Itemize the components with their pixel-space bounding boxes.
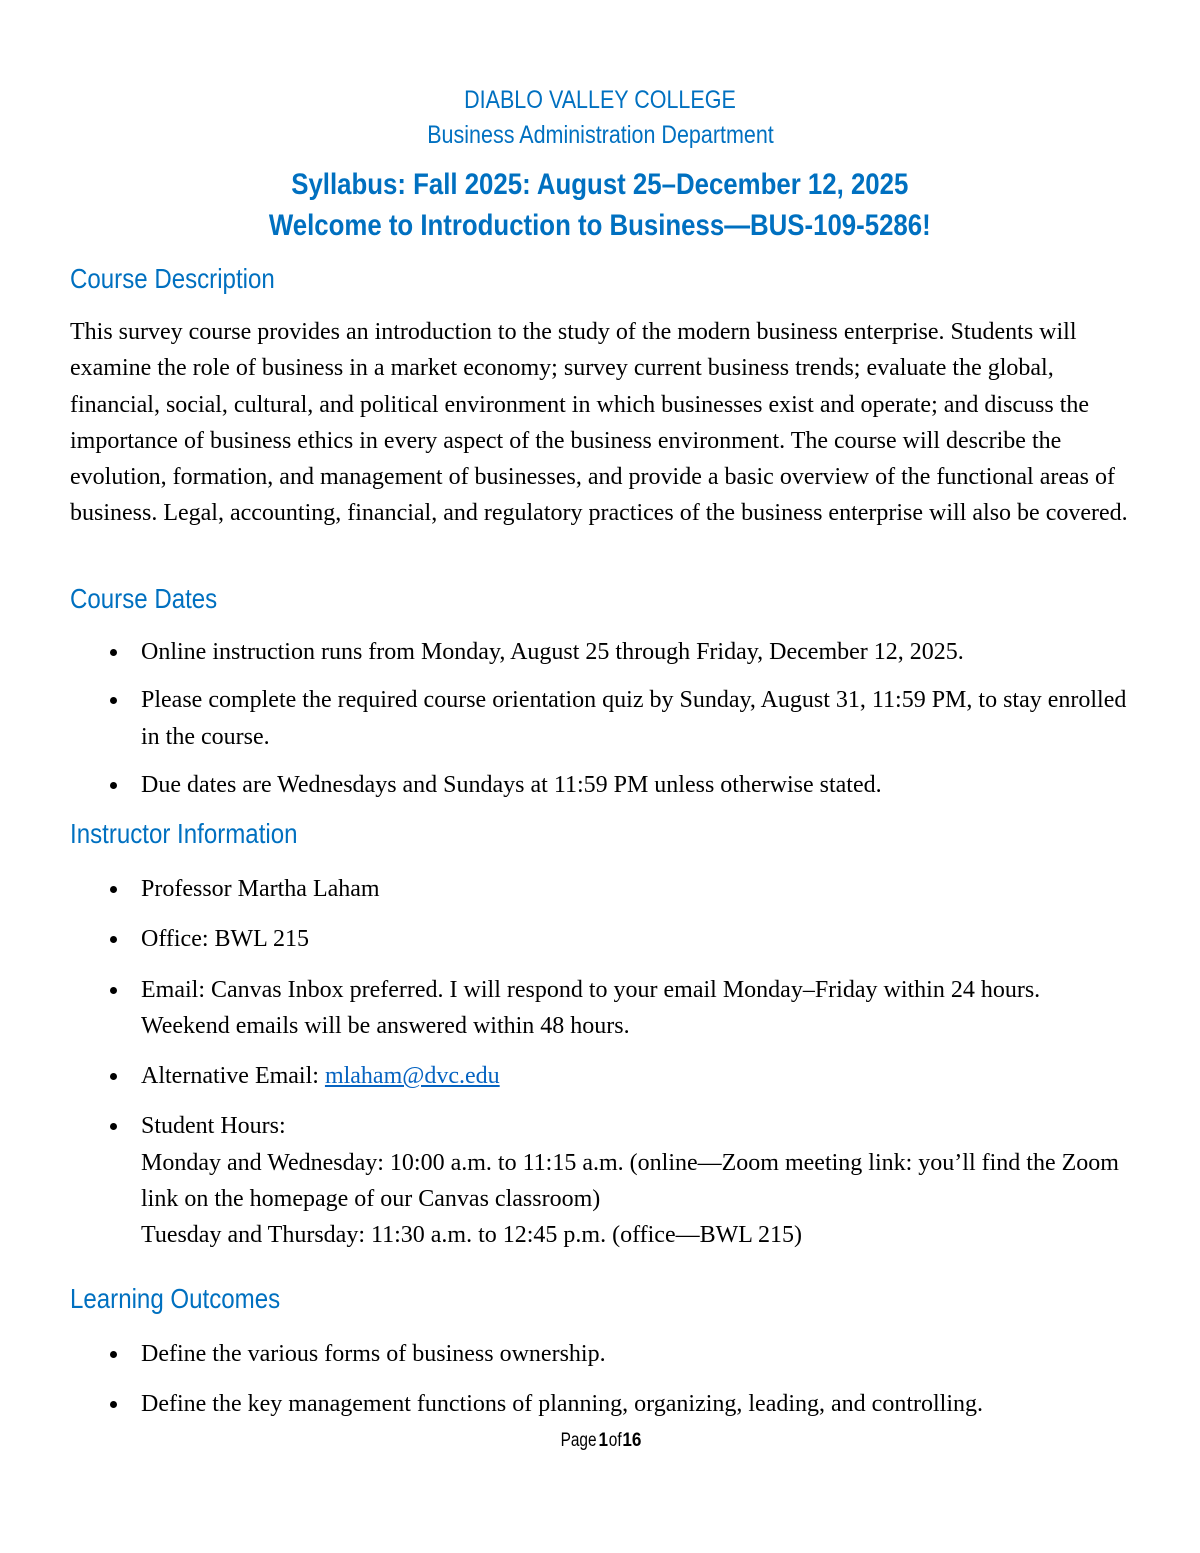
list-item: Online instruction runs from Monday, August 25 through Friday, December 12, 2025. [70, 634, 1130, 670]
instructor-alt-email: Alternative Email: mlaham@dvc.edu [70, 1058, 1130, 1094]
instructor-heading: Instructor Information [70, 818, 298, 849]
syllabus-title: Syllabus: Fall 2025: August 25–December 12, 2025 [291, 168, 909, 201]
student-hours: Student Hours: Monday and Wednesday: 10:00 a.m. to 11:15 a.m. (online—Zoom meeting link: you’ll find the Zoom link on the homepage of our Canvas classroom) Tuesday and Thursday: 11:30 a.m. to 12:45 p.m. (office—BWL 215) [70, 1108, 1130, 1253]
instructor-name: Professor Martha Laham [70, 871, 1130, 907]
learning-outcomes-list [70, 1336, 1130, 1423]
list-item: Define the key management functions of planning, organizing, leading, and controlling. [70, 1386, 1130, 1422]
instructor-list [70, 871, 1130, 1254]
course-dates-list [70, 634, 1130, 803]
department-name: Business Administration Department [426, 121, 774, 149]
instructor-office: Office: BWL 215 [70, 921, 1130, 957]
list-item: Define the various forms of business ownership. [70, 1336, 1130, 1372]
course-description-text: This survey course provides an introduction to the study of the modern business enterprise. Students will examine the role of business in a market economy; survey current business trends; evaluate the global, financial, social, cultural, and political environment in which businesses exist and operate; and discuss the importance of business ethics in every aspect of the business environment. The course will describe the evolution, formation, and management of businesses, and provide a basic overview of the functional areas of business. Legal, accounting, financial, and regulatory practices of the business enterprise will also be covered. [70, 319, 1128, 527]
course-description-heading: Course Description [70, 263, 275, 294]
learning-outcomes-heading: Learning Outcomes [70, 1283, 281, 1314]
course-dates-heading: Course Dates [70, 583, 218, 614]
college-name: DIABLO VALLEY COLLEGE [464, 86, 736, 114]
page-number: Page1of16 [560, 1430, 642, 1451]
list-item: Due dates are Wednesdays and Sundays at 11:59 PM unless otherwise stated. [70, 767, 1130, 803]
list-item: Please complete the required course orientation quiz by Sunday, August 31, 11:59 PM, to stay enrolled in the course. [70, 682, 1130, 755]
instructor-email: Email: Canvas Inbox preferred. I will respond to your email Monday–Friday within 24 hours. Weekend emails will be answered within 48 hours. [70, 972, 1130, 1045]
alt-email-link[interactable]: mlaham@dvc.edu [324, 1063, 500, 1090]
welcome-title: Welcome to Introduction to Business—BUS-109-5286! [269, 209, 931, 242]
